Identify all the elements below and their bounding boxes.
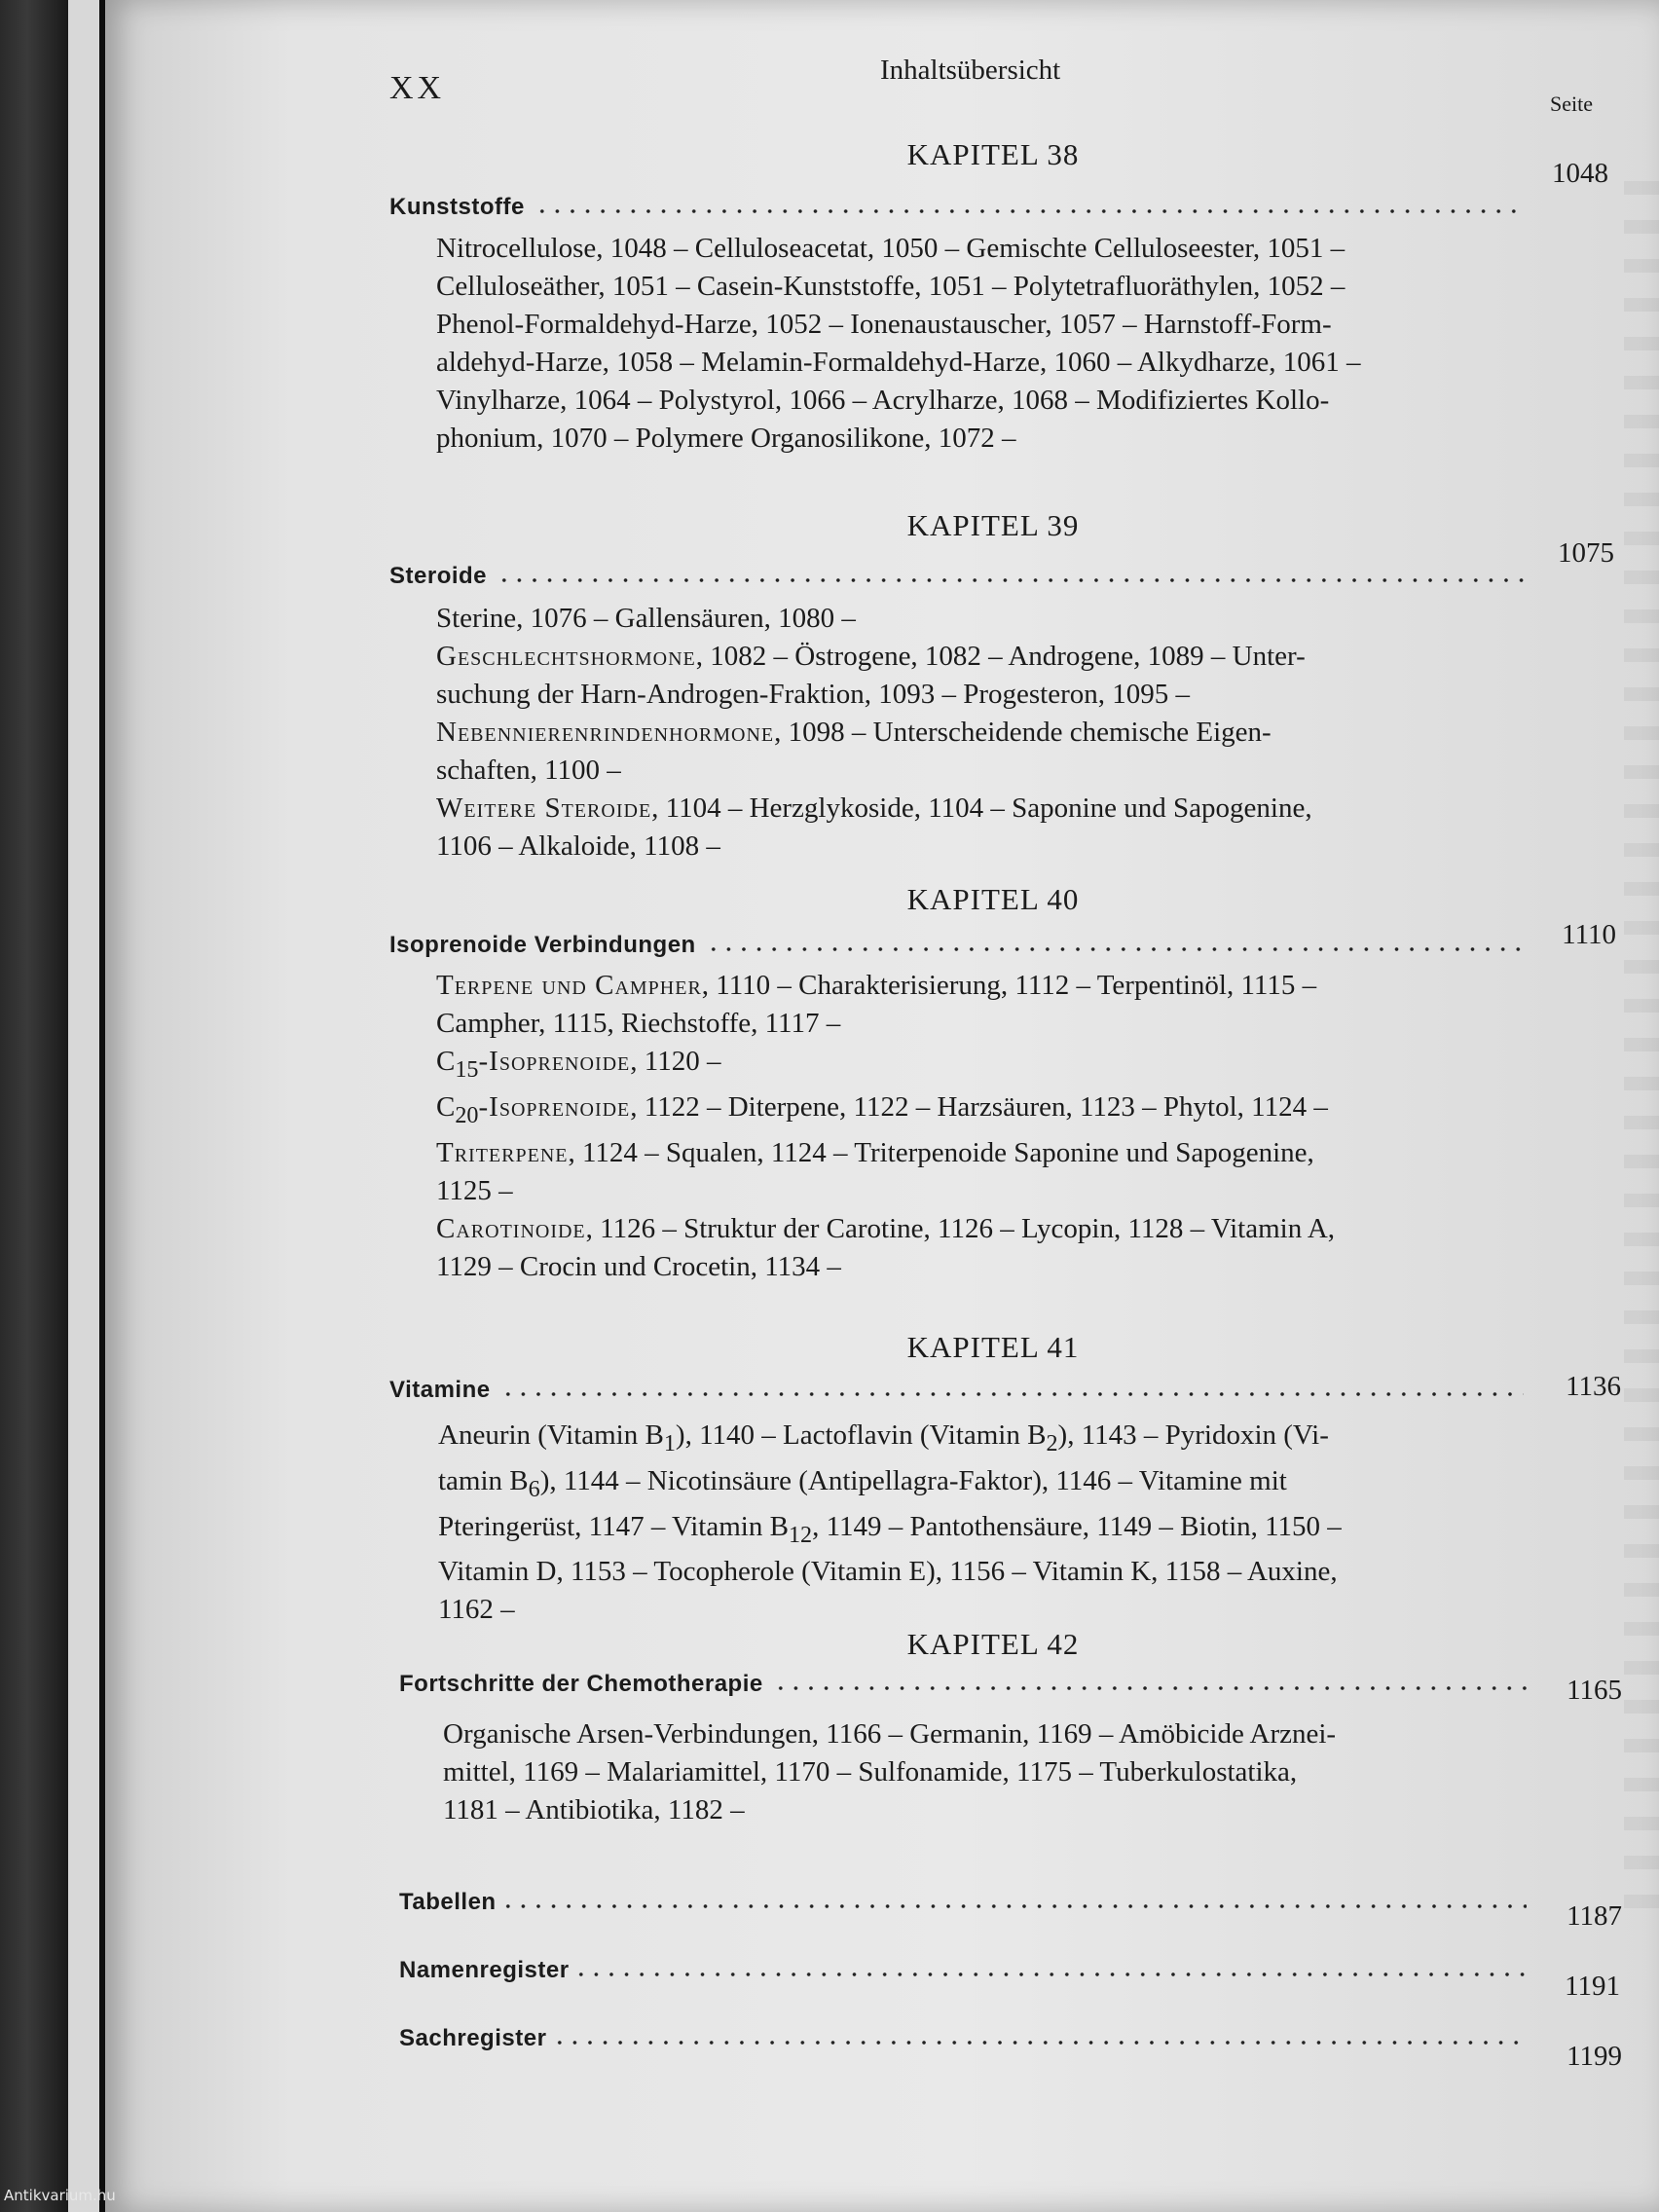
section-name: Carotinoide	[436, 1212, 586, 1244]
page-edge	[68, 0, 99, 2212]
toc-entry-isoprenoide	[389, 932, 1524, 959]
contents-text: , 1126 – Struktur der Carotine, 1126 – Lycopin, 1128 – Vitamin A,	[585, 1212, 1336, 1244]
toc-entry-chemotherapie	[399, 1671, 1527, 1698]
section-name: Terpene und Campher	[436, 970, 702, 1001]
contents-text: Pteringerüst, 1147 – Vitamin B	[438, 1510, 789, 1542]
leader-dots	[573, 1972, 1527, 1977]
book-binding	[0, 0, 68, 2212]
leader-dots	[535, 208, 1524, 214]
contents-text: tamin B	[438, 1464, 529, 1496]
formula-c: C	[436, 1090, 456, 1123]
subscript: 2	[1046, 1429, 1058, 1456]
seite-label: Seite	[1550, 92, 1593, 116]
toc-entry-title: Sachregister	[399, 2025, 547, 2051]
leader-dots	[500, 1391, 1524, 1397]
contents-text: , 1124 – Squalen, 1124 – Triterpenoide Saponine und Sapogenine,	[568, 1136, 1314, 1168]
contents-line: 1125 –	[436, 1174, 513, 1206]
chapter-40-contents	[436, 967, 1525, 1286]
contents-line: Sterine, 1076 – Gallensäuren, 1080 –	[436, 603, 856, 634]
toc-entry-vitamine	[389, 1377, 1524, 1404]
toc-entry-kunststoffe	[389, 194, 1524, 221]
contents-line: 1106 – Alkaloide, 1108 –	[436, 830, 720, 862]
toc-entry-title: Fortschritte der Chemotherapie	[399, 1671, 763, 1697]
subscript: 12	[788, 1521, 813, 1548]
page-number-roman: XX	[389, 70, 446, 106]
contents-line: 1129 – Crocin und Crocetin, 1134 –	[436, 1250, 841, 1282]
toc-entry-title: Kunststoffe	[389, 194, 525, 220]
subscript: 6	[528, 1475, 540, 1502]
chapter-39-contents	[436, 600, 1525, 866]
watermark: Antikvarium.hu	[4, 2187, 116, 2204]
contents-text: , 1149 – Pantothensäure, 1149 – Biotin, 1150 –	[812, 1510, 1342, 1542]
contents-line: 1181 – Antibiotika, 1182 –	[443, 1794, 745, 1825]
toc-page-number: 1199	[1567, 2041, 1622, 2072]
section-name: Nebennierenrindenhormone	[436, 717, 775, 748]
section-name: Geschlechtshormone	[436, 641, 696, 672]
toc-page-number: 1136	[1566, 1371, 1621, 1402]
formula-subscript: 15	[455, 1055, 479, 1083]
contents-line: Organische Arsen-Verbindungen, 1166 – Germanin, 1169 – Amöbicide Arznei-	[443, 1718, 1337, 1750]
toc-entry-title: Vitamine	[389, 1377, 491, 1403]
toc-entry-tabellen	[399, 1889, 1527, 1916]
contents-text: , 1104 – Herzglykoside, 1104 – Saponine und Sapogenine,	[651, 793, 1312, 824]
contents-text: ), 1144 – Nicotinsäure (Antipellagra-Faktor), 1146 – Vitamine mit	[539, 1464, 1287, 1496]
section-name: Weitere Steroide	[436, 793, 652, 824]
leader-dots	[500, 1903, 1527, 1909]
contents-line: suchung der Harn-Androgen-Fraktion, 1093 – Progesteron, 1095 –	[436, 679, 1190, 710]
running-header: Inhaltsübersicht	[880, 55, 1061, 86]
contents-line: schaften, 1100 –	[436, 755, 621, 786]
toc-entry-title: Steroide	[389, 563, 488, 589]
contents-text: , 1098 – Unterscheidende chemische Eigen-	[774, 717, 1272, 748]
chapter-heading-40: KAPITEL 40	[906, 882, 1080, 916]
chapter-heading-38: KAPITEL 38	[906, 137, 1080, 171]
contents-text: , 1120 –	[630, 1046, 721, 1077]
chapter-42-contents	[443, 1715, 1526, 1829]
toc-page-number: 1110	[1562, 919, 1616, 950]
chapter-heading-39: KAPITEL 39	[906, 508, 1080, 542]
leader-dots	[497, 577, 1524, 583]
contents-text: ), 1140 – Lactoflavin (Vitamin B	[675, 1419, 1047, 1451]
contents-line: Vinylharze, 1064 – Polystyrol, 1066 – Acrylharze, 1068 – Modifiziertes Kollo-	[436, 385, 1330, 416]
contents-text: , 1122 – Diterpene, 1122 – Harzsäuren, 1123 – Phytol, 1124 –	[630, 1090, 1328, 1123]
contents-text: , 1082 – Östrogene, 1082 – Androgene, 1089 – Unter-	[695, 641, 1306, 672]
toc-entry-namenregister	[399, 1957, 1527, 1984]
toc-page-number: 1165	[1567, 1675, 1622, 1706]
contents-text: , 1110 – Charakterisierung, 1112 – Terpentinöl, 1115 –	[701, 970, 1317, 1001]
toc-page-number: 1075	[1558, 537, 1614, 569]
toc-entry-title: Namenregister	[399, 1957, 570, 1983]
toc-entry-steroide	[389, 563, 1524, 590]
leader-dots	[706, 946, 1524, 952]
contents-line: mittel, 1169 – Malariamittel, 1170 – Sulfonamide, 1175 – Tuberkulostatika,	[443, 1756, 1298, 1788]
chapter-heading-41: KAPITEL 41	[906, 1330, 1080, 1364]
contents-text: Aneurin (Vitamin B	[438, 1419, 664, 1451]
toc-entry-title: Tabellen	[399, 1889, 497, 1915]
chapter-38-contents	[436, 230, 1525, 458]
leader-dots	[552, 2040, 1527, 2046]
toc-page-number: 1187	[1567, 1900, 1622, 1932]
toc-entry-sachregister	[399, 2025, 1527, 2052]
toc-page-number: 1191	[1565, 1971, 1620, 2002]
contents-line: Vitamin D, 1153 – Tocopherole (Vitamin E), 1156 – Vitamin K, 1158 – Auxine,	[438, 1556, 1338, 1588]
chapter-heading-42: KAPITEL 42	[906, 1627, 1080, 1661]
section-name: -Isoprenoide	[478, 1046, 631, 1077]
subscript: 1	[663, 1429, 676, 1456]
leader-dots	[773, 1685, 1527, 1691]
formula-subscript: 20	[455, 1101, 479, 1128]
chapter-41-contents	[438, 1417, 1527, 1629]
toc-entry-title: Isoprenoide Verbindungen	[389, 932, 696, 958]
contents-line: Nitrocellulose, 1048 – Celluloseacetat, 1050 – Gemischte Celluloseester, 1051 –	[436, 233, 1346, 264]
section-name: Triterpene	[436, 1136, 569, 1168]
bleed-through-shadow	[1624, 156, 1659, 1908]
contents-line: phonium, 1070 – Polymere Organosilikone, 1072 –	[436, 423, 1016, 454]
contents-line: Celluloseäther, 1051 – Casein-Kunststoffe, 1051 – Polytetrafluoräthylen, 1052 –	[436, 271, 1346, 302]
contents-line: 1162 –	[438, 1594, 515, 1626]
toc-page-number: 1048	[1552, 158, 1608, 189]
formula-c: C	[436, 1046, 456, 1077]
contents-line: Campher, 1115, Riechstoffe, 1117 –	[436, 1008, 841, 1039]
contents-text: ), 1143 – Pyridoxin (Vi-	[1057, 1419, 1329, 1451]
contents-line: aldehyd-Harze, 1058 – Melamin-Formaldehyd-Harze, 1060 – Alkydharze, 1061 –	[436, 347, 1361, 378]
section-name: -Isoprenoide	[478, 1090, 631, 1123]
contents-line: Phenol-Formaldehyd-Harze, 1052 – Ionenaustauscher, 1057 – Harnstoff-Form-	[436, 309, 1332, 340]
